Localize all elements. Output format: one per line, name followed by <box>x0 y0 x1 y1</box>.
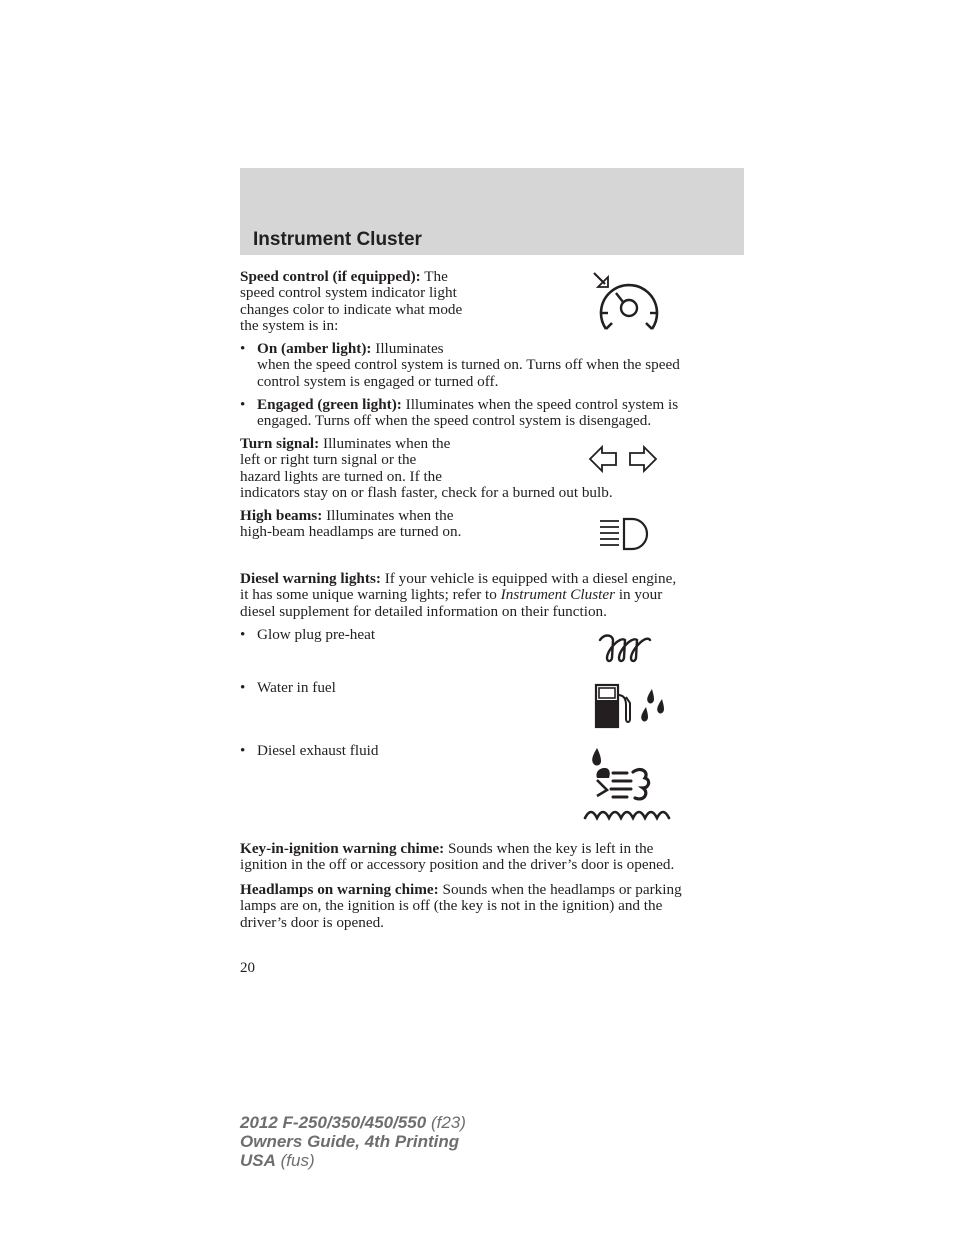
footer-guide: Owners Guide, 4th Printing <box>240 1132 460 1151</box>
section-header <box>240 168 744 255</box>
bullet-dot: • <box>240 742 246 759</box>
footer-region: USA <box>240 1151 276 1170</box>
turn-signal-text-4: indicators stay on or flash faster, check for a burned out bulb. <box>240 483 613 501</box>
page-number: 20 <box>240 960 255 976</box>
high-beams-text-1: Illuminates when the <box>322 507 454 524</box>
glow-plug-icon <box>598 632 652 664</box>
bullet-on-amber-text-3: control system is engaged or turned off. <box>257 372 499 390</box>
diesel-label: Diesel warning lights: <box>240 570 381 587</box>
speed-control-text-1: The <box>420 268 448 285</box>
key-chime-label: Key-in-ignition warning chime: <box>240 840 445 857</box>
speed-control-text-2: speed control system indicator light <box>240 284 457 302</box>
section-title: Instrument Cluster <box>253 229 422 250</box>
diesel-text-2b: in your <box>615 586 663 604</box>
diesel-text-3: diesel supplement for detailed information on their function. <box>240 602 607 620</box>
turn-signal-text-3: hazard lights are turned on. If the <box>240 467 442 485</box>
turn-signal-paragraph <box>240 436 740 501</box>
turn-signal-text-2: left or right turn signal or the <box>240 451 417 469</box>
bullet-dot: • <box>240 679 246 696</box>
headlamp-chime-text-1: Sounds when the headlamps or parking <box>438 881 682 898</box>
turn-signal-text-1: Illuminates when the <box>319 435 451 452</box>
water-in-fuel-icon <box>594 683 670 729</box>
diesel-text-1: If your vehicle is equipped with a diesel engine, <box>380 570 677 587</box>
bullet-on-amber-text-1: Illuminates <box>371 340 444 357</box>
footer-region-code: (fus) <box>275 1151 315 1170</box>
turn-signal-label: Turn signal: <box>240 435 320 452</box>
diesel-text-2a: it has some unique warning lights; refer to <box>240 586 501 604</box>
speed-control-paragraph <box>240 269 510 334</box>
speed-control-icon <box>590 271 662 335</box>
footer-model-code: (f23) <box>426 1113 466 1132</box>
diesel-exhaust-fluid-icon <box>583 746 673 824</box>
high-beams-paragraph <box>240 508 540 541</box>
footer-model: 2012 F-250/350/450/550 <box>240 1113 427 1132</box>
bullet-dot: • <box>240 340 246 357</box>
high-beams-label: High beams: <box>240 507 323 524</box>
headlamp-chime-text-3: driver’s door is opened. <box>240 913 384 931</box>
speed-control-text-3: changes color to indicate what mode <box>240 300 463 318</box>
diesel-paragraph <box>240 571 750 620</box>
bullet-on-amber <box>257 341 747 390</box>
bullet-engaged-green <box>257 397 747 430</box>
key-chime-text-1: Sounds when the key is left in the <box>444 840 654 857</box>
high-beams-text-2: high-beam headlamps are turned on. <box>240 523 462 541</box>
bullet-on-amber-text-2: when the speed control system is turned on. Turns off when the speed <box>257 356 680 374</box>
speed-control-text-4: the system is in: <box>240 316 339 334</box>
diesel-exhaust-fluid-label: Diesel exhaust fluid <box>257 742 379 759</box>
key-chime-text-2: ignition in the off or accessory position and the driver’s door is opened. <box>240 856 675 874</box>
turn-signal-arrows-icon <box>588 444 660 474</box>
bullet-engaged-green-text-2: engaged. Turns off when the speed control system is disengaged. <box>257 412 652 430</box>
glow-plug-label: Glow plug pre-heat <box>257 626 376 643</box>
bullet-dot: • <box>240 626 246 643</box>
high-beam-icon <box>598 516 652 552</box>
speed-control-label: Speed control (if equipped): <box>240 268 421 285</box>
bullet-engaged-green-label: Engaged (green light): <box>257 396 402 413</box>
bullet-dot: • <box>240 396 246 413</box>
bullet-engaged-green-text-1: Illuminates when the speed control system is <box>401 396 679 413</box>
diesel-text-2-italic: Instrument Cluster <box>500 586 616 604</box>
headlamp-chime-text-2: lamps are on, the ignition is off (the key is not in the ignition) and the <box>240 897 663 915</box>
headlamp-chime-paragraph <box>240 882 750 931</box>
headlamp-chime-label: Headlamps on warning chime: <box>240 881 439 898</box>
key-chime-paragraph <box>240 841 750 874</box>
footer <box>240 1113 466 1170</box>
water-in-fuel-label: Water in fuel <box>257 679 336 696</box>
bullet-on-amber-label: On (amber light): <box>257 340 372 357</box>
